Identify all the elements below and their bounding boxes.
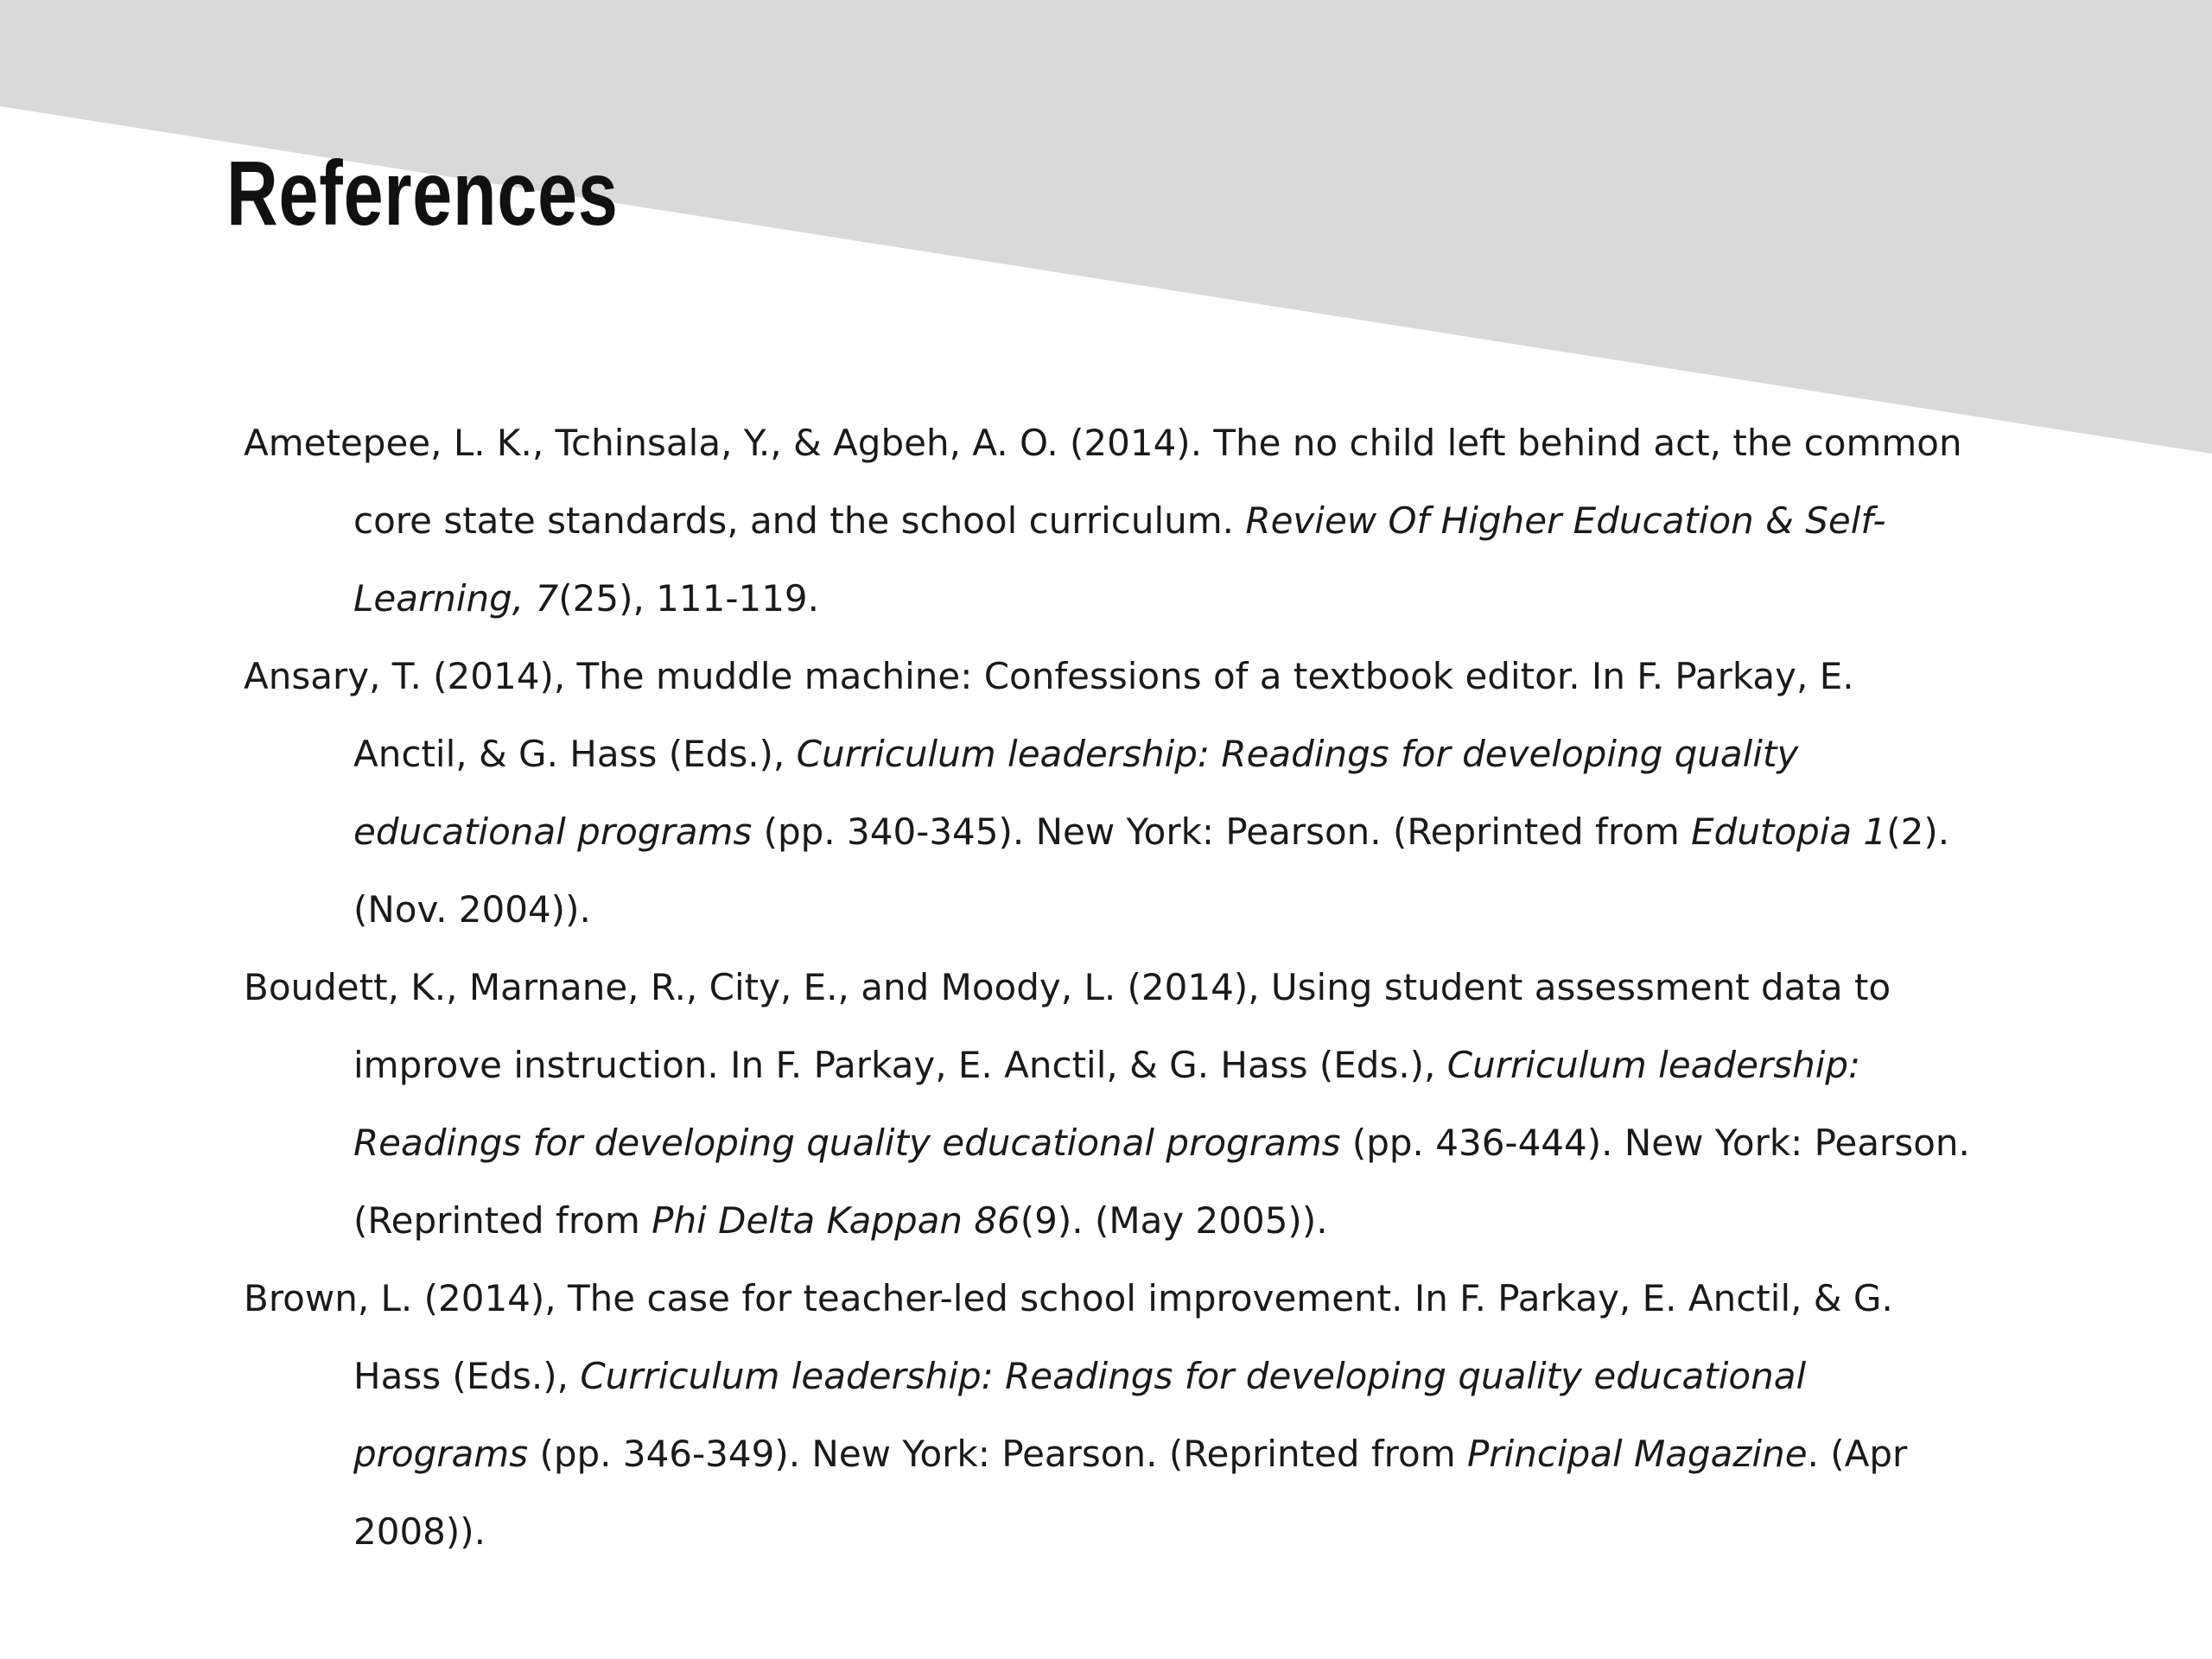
slide-title: References	[226, 143, 619, 245]
reference-text: (pp. 346-349). New York: Pearson. (Reprinted from	[528, 1433, 1467, 1475]
reference-text: (25), 111-119.	[558, 577, 819, 620]
reference-source: Curriculum leadership: Readings for developing quality educational programs	[353, 1355, 1807, 1475]
reference-original-source: Edutopia 1	[1691, 810, 1887, 853]
reference-text: Ametepee, L. K., Tchinsala, Y., & Agbeh, A. O. (2014). The no child left behind act, the common core state standards, and the school curriculum.	[244, 422, 1962, 542]
reference-text: (pp. 340-345). New York: Pearson. (Reprinted from	[752, 810, 1692, 853]
reference-source: Curriculum leadership: Readings for developing quality educational programs	[353, 733, 1799, 853]
reference-list	[244, 404, 1972, 1571]
reference-entry	[244, 949, 1972, 1260]
reference-entry	[244, 1260, 1972, 1571]
reference-text: (9). (May 2005)).	[1020, 1199, 1328, 1242]
reference-text: Ansary, T. (2014), The muddle machine: Confessions of a textbook editor. In F. Parkay, E. Anctil, & G. Hass (Eds.),	[244, 655, 1854, 775]
reference-source: Curriculum leadership: Readings for developing quality educational programs	[353, 1044, 1861, 1164]
reference-entry	[244, 638, 1972, 949]
reference-source: Review Of Higher Education & Self-Learning, 7	[353, 499, 1886, 620]
reference-original-source: Principal Magazine	[1466, 1433, 1808, 1475]
reference-text: Boudett, K., Marnane, R., City, E., and Moody, L. (2014), Using student assessment data to improve instruction. In F. Parkay, E. Anctil, & G. Hass (Eds.),	[244, 966, 1891, 1086]
reference-text: (pp. 436-444). New York: Pearson. (Reprinted from	[353, 1122, 1970, 1242]
reference-text: Brown, L. (2014), The case for teacher-led school improvement. In F. Parkay, E. Anctil, & G. Hass (Eds.),	[244, 1277, 1893, 1397]
reference-original-source: Phi Delta Kappan 86	[652, 1199, 1020, 1242]
reference-text: (2). (Nov. 2004)).	[353, 810, 1950, 931]
reference-text: . (Apr 2008)).	[353, 1433, 1908, 1553]
reference-entry	[244, 404, 1972, 638]
